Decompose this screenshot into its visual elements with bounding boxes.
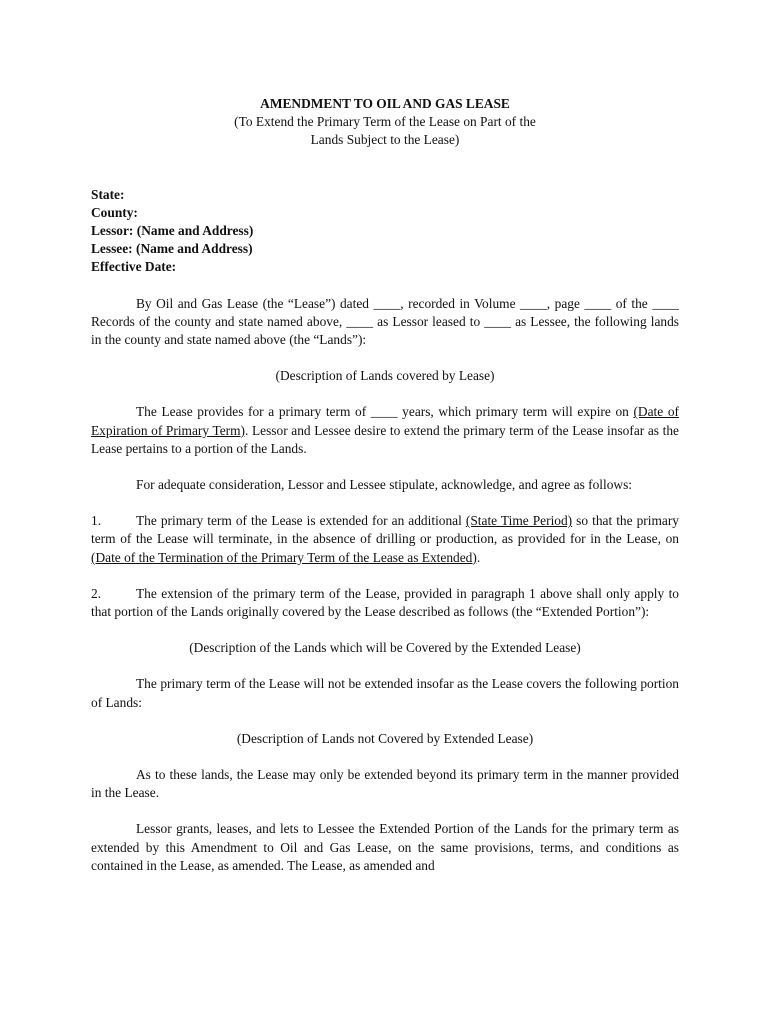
paragraph-grant: Lessor grants, leases, and lets to Lessee the Extended Portion of the Lands for the primary term as extended by this Amendment to Oil and Gas Lease, on the same provisions, terms, and conditions as contained in the Lease, as amended. The Lease, as amended and [91, 821, 679, 873]
termination-date-placeholder: (Date of the Termination of the Primary Term of the Lease as Extended) [91, 549, 477, 565]
state-time-period-placeholder: (State Time Period) [465, 513, 573, 529]
item1-number: 1. [91, 513, 102, 529]
document-title: AMENDMENT TO OIL AND GAS LEASE [260, 96, 510, 111]
numbered-item-2 [91, 585, 679, 621]
item2-number: 2. [91, 585, 102, 601]
extended-lands-placeholder: (Description of the Lands which will be Covered by the Extended Lease) [189, 640, 581, 656]
lands-description-placeholder: (Description of Lands covered by Lease) [275, 368, 495, 384]
not-covered-lands-placeholder: (Description of Lands not Covered by Extended Lease) [236, 730, 534, 746]
document-subtitle-line1: (To Extend the Primary Term of the Lease on Part of the [234, 114, 536, 130]
field-state: State: [91, 186, 125, 202]
item2-text: The extension of the primary term of the Lease, provided in paragraph 1 above shall only apply to that portion of the Lands originally covered by the Lease described as follows (the “Extended Portion”): [91, 585, 679, 620]
paragraph-not-extended: The primary term of the Lease will not be extended insofar as the Lease covers the following portion of Lands: [91, 676, 679, 710]
field-county: County: [91, 204, 138, 220]
header-fields [91, 186, 679, 277]
paragraph-lease-recital: By Oil and Gas Lease (the “Lease”) dated ____, recorded in Volume ____, page ____ of the ____ Records of the county and state named above, ____ as Lessor leased to ____ as Lessee, the following lands in the county and state named above (the “Lands”): [91, 295, 679, 348]
item1-text-b: so that the primary term of the Lease will terminate, in the absence of drilling or production, as provided for in the Lease, on [91, 513, 679, 547]
item1-text-a: The primary term of the Lease is extended for an additional [136, 513, 466, 529]
field-effective-date: Effective Date: [91, 259, 177, 275]
title-block [91, 95, 679, 150]
document-subtitle-line2: Lands Subject to the Lease) [310, 132, 460, 148]
paragraph-primary-term [91, 403, 679, 458]
paragraph-extension-manner: As to these lands, the Lease may only be extended beyond its primary term in the manner provided in the Lease. [91, 767, 679, 801]
document-page [91, 95, 679, 875]
paragraph-consideration: For adequate consideration, Lessor and Lessee stipulate, acknowledge, and agree as follows: [136, 477, 633, 493]
numbered-item-1 [91, 512, 679, 567]
item1-text-c: . [476, 549, 481, 565]
para2-text-b: . Lessor and Lessee desire to extend the primary term of the Lease insofar as the Lease pertains to a portion of the Lands. [91, 422, 679, 456]
field-lessor: Lessor: (Name and Address) [91, 223, 254, 239]
field-lessee: Lessee: (Name and Address) [91, 241, 253, 257]
para2-text-a: The Lease provides for a primary term of ____ years, which primary term will expire on [136, 404, 634, 420]
date-expiration-placeholder: (Date of Expiration of Primary Term) [91, 404, 679, 438]
